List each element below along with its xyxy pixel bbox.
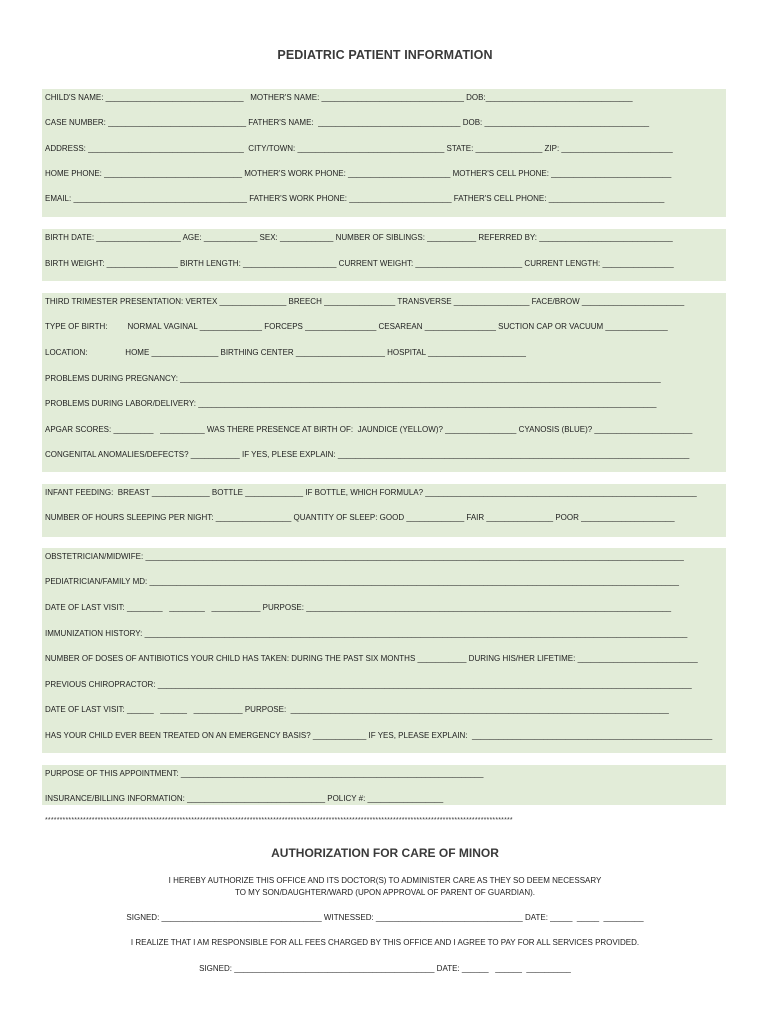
authorization-text-line1: I HEREBY AUTHORIZE THIS OFFICE AND ITS DOCTOR(S) TO ADMINISTER CARE AS THEY SO DEEM NECESSARY xyxy=(168,876,602,885)
previous-chiropractor-row[interactable]: PREVIOUS CHIROPRACTOR: ________________________________________________________________________________________________________________________ xyxy=(45,680,692,689)
chiro-last-visit-row[interactable]: DATE OF LAST VISIT: ______ ______ ___________ PURPOSE: _____________________________________________________________________________________ xyxy=(45,705,669,714)
address-row[interactable]: ADDRESS: ___________________________________ CITY/TOWN: _________________________________ STATE: _______________ ZIP: _________________________ xyxy=(45,144,673,153)
case-number-row[interactable]: CASE NUMBER: _______________________________ FATHER'S NAME: ________________________________ DOB: _____________________________________ xyxy=(45,118,650,127)
infant-feeding-row[interactable]: INFANT FEEDING: BREAST _____________ BOTTLE _____________ IF BOTTLE, WHICH FORMULA? _____________________________________________________________ xyxy=(45,488,697,497)
signature-date-row[interactable]: SIGNED: _____________________________________________ DATE: ______ ______ __________ xyxy=(199,964,571,973)
presentation-row[interactable]: THIRD TRIMESTER PRESENTATION: VERTEX _______________ BREECH ________________ TRANSVERSE _________________ FACE/BROW _______________________ xyxy=(45,297,685,306)
obstetrician-row[interactable]: OBSTETRICIAN/MIDWIFE: _________________________________________________________________________________________________________________________ xyxy=(45,552,684,561)
pediatrician-row[interactable]: PEDIATRICIAN/FAMILY MD: _______________________________________________________________________________________________________________________ xyxy=(45,577,679,586)
fees-agreement-text: I REALIZE THAT I AM RESPONSIBLE FOR ALL FEES CHARGED BY THIS OFFICE AND I AGREE TO PAY FOR ALL SERVICES PROVIDED. xyxy=(130,938,640,947)
home-phone-row[interactable]: HOME PHONE: _______________________________ MOTHER'S WORK PHONE: _______________________ MOTHER'S CELL PHONE: ___________________________ xyxy=(45,169,672,178)
authorization-title: AUTHORIZATION FOR CARE OF MINOR xyxy=(271,846,499,860)
birth-date-row[interactable]: BIRTH DATE: ___________________ AGE: ____________ SEX: ____________ NUMBER OF SIBLINGS: ___________ REFERRED BY: ______________________________ xyxy=(45,233,673,242)
type-of-birth-row[interactable]: TYPE OF BIRTH: NORMAL VAGINAL ______________ FORCEPS ________________ CESAREAN ________________ SUCTION CAP OR VACUUM ______________ xyxy=(45,322,668,331)
insurance-row[interactable]: INSURANCE/BILLING INFORMATION: _______________________________ POLICY #: _________________ xyxy=(45,794,444,803)
form-title: PEDIATRIC PATIENT INFORMATION xyxy=(277,48,493,62)
appointment-purpose-row[interactable]: PURPOSE OF THIS APPOINTMENT: ____________________________________________________________________ xyxy=(45,769,484,778)
antibiotics-row[interactable]: NUMBER OF DOSES OF ANTIBIOTICS YOUR CHILD HAS TAKEN: DURING THE PAST SIX MONTHS ___________ DURING HIS/HER LIFETIME: ___________________________ xyxy=(45,654,698,663)
emergency-row[interactable]: HAS YOUR CHILD EVER BEEN TREATED ON AN EMERGENCY BASIS? ____________ IF YES, PLEASE EXPLAIN: ______________________________________________________ xyxy=(45,731,713,740)
pregnancy-problems-row[interactable]: PROBLEMS DURING PREGNANCY: ____________________________________________________________________________________________________________ xyxy=(45,374,661,383)
apgar-row[interactable]: APGAR SCORES: _________ __________ WAS THERE PRESENCE AT BIRTH OF: JAUNDICE (YELLOW)? ________________ CYANOSIS (BLUE)? ______________________ xyxy=(45,425,693,434)
sleep-row[interactable]: NUMBER OF HOURS SLEEPING PER NIGHT: _________________ QUANTITY OF SLEEP: GOOD _____________ FAIR _______________ POOR _____________________ xyxy=(45,513,675,522)
last-visit-row[interactable]: DATE OF LAST VISIT: ________ ________ ___________ PURPOSE: __________________________________________________________________________________ xyxy=(45,603,672,612)
labor-problems-row[interactable]: PROBLEMS DURING LABOR/DELIVERY: _______________________________________________________________________________________________________ xyxy=(45,399,657,408)
congenital-row[interactable]: CONGENITAL ANOMALIES/DEFECTS? ___________ IF YES, PLESE EXPLAIN: _______________________________________________________________________________ xyxy=(45,450,690,459)
location-row[interactable]: LOCATION: HOME _______________ BIRTHING CENTER ____________________ HOSPITAL ______________________ xyxy=(45,348,526,357)
separator-stars: **************************************************************************************************************************************************************** xyxy=(45,817,513,824)
email-row[interactable]: EMAIL: _______________________________________ FATHER'S WORK PHONE: _______________________ FATHER'S CELL PHONE: __________________________ xyxy=(45,194,665,203)
immunization-row[interactable]: IMMUNIZATION HISTORY: __________________________________________________________________________________________________________________________ xyxy=(45,629,688,638)
signature-witness-row[interactable]: SIGNED: ____________________________________ WITNESSED: _________________________________ DATE: _____ _____ _________ xyxy=(126,913,644,922)
authorization-text-line2: TO MY SON/DAUGHTER/WARD (UPON APPROVAL OF PARENT OF GUARDIAN). xyxy=(234,888,536,897)
birth-weight-row[interactable]: BIRTH WEIGHT: ________________ BIRTH LENGTH: _____________________ CURRENT WEIGHT: ________________________ CURRENT LENGTH: ________________ xyxy=(45,259,674,268)
child-name-row[interactable]: CHILD'S NAME: _______________________________ MOTHER'S NAME: ________________________________ DOB:_________________________________ xyxy=(45,93,633,102)
